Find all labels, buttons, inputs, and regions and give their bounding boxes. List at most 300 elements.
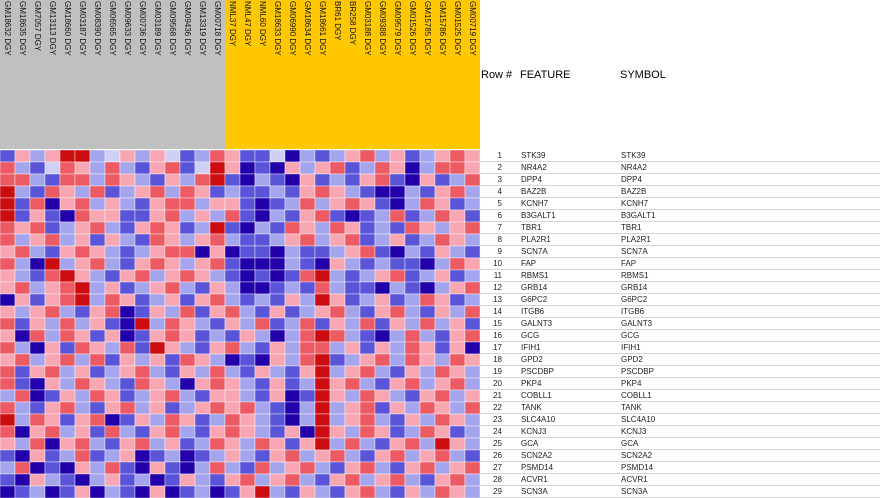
heatmap-cell[interactable]: [45, 318, 60, 330]
heatmap-cell[interactable]: [60, 186, 75, 198]
heatmap-cell[interactable]: [75, 486, 90, 498]
heatmap-cell[interactable]: [315, 174, 330, 186]
heatmap-cell[interactable]: [30, 402, 45, 414]
heatmap-cell[interactable]: [465, 234, 480, 246]
heatmap-cell[interactable]: [120, 354, 135, 366]
heatmap-cell[interactable]: [225, 330, 240, 342]
heatmap-cell[interactable]: [0, 162, 15, 174]
heatmap-cell[interactable]: [165, 402, 180, 414]
heatmap-cell[interactable]: [180, 438, 195, 450]
heatmap-cell[interactable]: [195, 366, 210, 378]
heatmap-cell[interactable]: [330, 162, 345, 174]
heatmap-cell[interactable]: [330, 450, 345, 462]
heatmap-cell[interactable]: [165, 414, 180, 426]
heatmap-cell[interactable]: [0, 282, 15, 294]
heatmap-cell[interactable]: [360, 486, 375, 498]
heatmap-cell[interactable]: [300, 258, 315, 270]
heatmap-cell[interactable]: [225, 342, 240, 354]
heatmap-cell[interactable]: [255, 414, 270, 426]
heatmap-cell[interactable]: [60, 450, 75, 462]
heatmap-cell[interactable]: [420, 474, 435, 486]
heatmap-cell[interactable]: [375, 198, 390, 210]
heatmap-cell[interactable]: [135, 462, 150, 474]
heatmap-cell[interactable]: [180, 306, 195, 318]
heatmap-cell[interactable]: [405, 462, 420, 474]
heatmap-cell[interactable]: [405, 366, 420, 378]
heatmap-cell[interactable]: [450, 294, 465, 306]
heatmap-cell[interactable]: [90, 186, 105, 198]
heatmap-cell[interactable]: [255, 150, 270, 162]
heatmap-cell[interactable]: [300, 234, 315, 246]
heatmap-cell[interactable]: [165, 198, 180, 210]
heatmap-cell[interactable]: [360, 438, 375, 450]
heatmap-cell[interactable]: [345, 474, 360, 486]
heatmap-cell[interactable]: [435, 234, 450, 246]
heatmap-cell[interactable]: [75, 162, 90, 174]
heatmap-cell[interactable]: [15, 294, 30, 306]
heatmap-cell[interactable]: [0, 222, 15, 234]
heatmap-cell[interactable]: [15, 186, 30, 198]
heatmap-cell[interactable]: [375, 450, 390, 462]
heatmap-cell[interactable]: [225, 426, 240, 438]
heatmap-cell[interactable]: [420, 342, 435, 354]
heatmap-cell[interactable]: [45, 342, 60, 354]
heatmap-cell[interactable]: [195, 354, 210, 366]
heatmap-cell[interactable]: [120, 474, 135, 486]
heatmap-cell[interactable]: [465, 318, 480, 330]
heatmap-cell[interactable]: [465, 414, 480, 426]
heatmap-cell[interactable]: [0, 246, 15, 258]
heatmap-cell[interactable]: [285, 282, 300, 294]
heatmap-cell[interactable]: [60, 318, 75, 330]
heatmap-cell[interactable]: [0, 402, 15, 414]
heatmap-cell[interactable]: [180, 474, 195, 486]
heatmap-cell[interactable]: [120, 186, 135, 198]
heatmap-cell[interactable]: [30, 390, 45, 402]
heatmap-cell[interactable]: [450, 198, 465, 210]
heatmap-cell[interactable]: [240, 462, 255, 474]
heatmap-cell[interactable]: [420, 438, 435, 450]
heatmap-cell[interactable]: [315, 222, 330, 234]
heatmap-cell[interactable]: [225, 150, 240, 162]
heatmap-cell[interactable]: [0, 366, 15, 378]
heatmap-cell[interactable]: [435, 330, 450, 342]
heatmap-cell[interactable]: [75, 354, 90, 366]
heatmap-cell[interactable]: [60, 222, 75, 234]
heatmap-cell[interactable]: [60, 474, 75, 486]
heatmap-cell[interactable]: [30, 426, 45, 438]
heatmap-cell[interactable]: [270, 450, 285, 462]
heatmap-cell[interactable]: [375, 282, 390, 294]
heatmap-cell[interactable]: [165, 306, 180, 318]
heatmap-cell[interactable]: [300, 294, 315, 306]
heatmap-cell[interactable]: [255, 474, 270, 486]
heatmap-cell[interactable]: [15, 150, 30, 162]
heatmap-cell[interactable]: [60, 462, 75, 474]
heatmap-cell[interactable]: [195, 402, 210, 414]
heatmap-cell[interactable]: [465, 150, 480, 162]
heatmap-cell[interactable]: [315, 354, 330, 366]
heatmap-cell[interactable]: [345, 426, 360, 438]
heatmap-cell[interactable]: [285, 234, 300, 246]
heatmap-cell[interactable]: [330, 210, 345, 222]
heatmap-cell[interactable]: [435, 402, 450, 414]
heatmap-cell[interactable]: [360, 354, 375, 366]
heatmap-cell[interactable]: [210, 234, 225, 246]
heatmap-cell[interactable]: [285, 246, 300, 258]
heatmap-cell[interactable]: [255, 294, 270, 306]
heatmap-cell[interactable]: [240, 246, 255, 258]
heatmap-cell[interactable]: [270, 150, 285, 162]
heatmap-cell[interactable]: [135, 450, 150, 462]
heatmap-cell[interactable]: [465, 474, 480, 486]
heatmap-cell[interactable]: [150, 378, 165, 390]
heatmap-cell[interactable]: [165, 222, 180, 234]
heatmap-cell[interactable]: [105, 282, 120, 294]
heatmap-cell[interactable]: [330, 150, 345, 162]
heatmap-cell[interactable]: [345, 294, 360, 306]
heatmap-cell[interactable]: [375, 306, 390, 318]
heatmap-cell[interactable]: [105, 462, 120, 474]
heatmap-cell[interactable]: [360, 342, 375, 354]
heatmap-cell[interactable]: [255, 378, 270, 390]
heatmap-cell[interactable]: [210, 162, 225, 174]
heatmap-cell[interactable]: [375, 402, 390, 414]
heatmap-cell[interactable]: [150, 330, 165, 342]
heatmap-cell[interactable]: [285, 186, 300, 198]
heatmap-cell[interactable]: [30, 150, 45, 162]
heatmap-cell[interactable]: [135, 330, 150, 342]
heatmap-cell[interactable]: [330, 402, 345, 414]
heatmap-cell[interactable]: [405, 174, 420, 186]
heatmap-cell[interactable]: [210, 318, 225, 330]
heatmap-cell[interactable]: [210, 354, 225, 366]
heatmap-cell[interactable]: [330, 342, 345, 354]
heatmap-cell[interactable]: [165, 234, 180, 246]
heatmap-cell[interactable]: [135, 306, 150, 318]
heatmap-cell[interactable]: [360, 282, 375, 294]
heatmap-cell[interactable]: [180, 486, 195, 498]
heatmap-cell[interactable]: [105, 186, 120, 198]
heatmap-cell[interactable]: [255, 354, 270, 366]
heatmap-cell[interactable]: [240, 438, 255, 450]
heatmap-cell[interactable]: [360, 462, 375, 474]
heatmap-cell[interactable]: [210, 378, 225, 390]
heatmap-cell[interactable]: [45, 438, 60, 450]
heatmap-cell[interactable]: [315, 234, 330, 246]
heatmap-cell[interactable]: [45, 186, 60, 198]
heatmap-cell[interactable]: [420, 198, 435, 210]
heatmap-cell[interactable]: [30, 282, 45, 294]
heatmap-cell[interactable]: [120, 234, 135, 246]
heatmap-cell[interactable]: [0, 462, 15, 474]
heatmap-cell[interactable]: [120, 150, 135, 162]
heatmap-cell[interactable]: [360, 474, 375, 486]
heatmap-cell[interactable]: [210, 186, 225, 198]
heatmap-cell[interactable]: [420, 234, 435, 246]
heatmap-cell[interactable]: [225, 282, 240, 294]
heatmap-cell[interactable]: [60, 486, 75, 498]
heatmap-cell[interactable]: [270, 486, 285, 498]
heatmap-cell[interactable]: [150, 162, 165, 174]
heatmap-cell[interactable]: [195, 378, 210, 390]
heatmap-cell[interactable]: [315, 306, 330, 318]
heatmap-cell[interactable]: [195, 234, 210, 246]
heatmap-cell[interactable]: [450, 342, 465, 354]
heatmap-cell[interactable]: [330, 222, 345, 234]
heatmap-cell[interactable]: [150, 462, 165, 474]
heatmap-cell[interactable]: [240, 402, 255, 414]
heatmap-cell[interactable]: [30, 318, 45, 330]
heatmap-cell[interactable]: [315, 282, 330, 294]
heatmap-cell[interactable]: [420, 486, 435, 498]
heatmap-cell[interactable]: [405, 258, 420, 270]
heatmap-cell[interactable]: [315, 378, 330, 390]
heatmap-cell[interactable]: [30, 198, 45, 210]
heatmap-cell[interactable]: [150, 210, 165, 222]
heatmap-cell[interactable]: [345, 282, 360, 294]
heatmap-cell[interactable]: [180, 342, 195, 354]
heatmap-cell[interactable]: [390, 450, 405, 462]
heatmap-cell[interactable]: [60, 294, 75, 306]
heatmap-cell[interactable]: [30, 246, 45, 258]
heatmap-cell[interactable]: [105, 330, 120, 342]
heatmap-cell[interactable]: [30, 366, 45, 378]
heatmap-cell[interactable]: [15, 354, 30, 366]
heatmap-cell[interactable]: [315, 186, 330, 198]
heatmap-cell[interactable]: [150, 150, 165, 162]
heatmap-cell[interactable]: [465, 426, 480, 438]
heatmap-cell[interactable]: [225, 234, 240, 246]
heatmap-cell[interactable]: [195, 438, 210, 450]
heatmap-cell[interactable]: [300, 486, 315, 498]
heatmap-cell[interactable]: [90, 426, 105, 438]
heatmap-cell[interactable]: [240, 330, 255, 342]
heatmap-cell[interactable]: [435, 174, 450, 186]
heatmap-cell[interactable]: [405, 402, 420, 414]
heatmap-cell[interactable]: [345, 186, 360, 198]
heatmap-cell[interactable]: [270, 306, 285, 318]
heatmap-cell[interactable]: [465, 330, 480, 342]
heatmap-cell[interactable]: [450, 450, 465, 462]
heatmap-cell[interactable]: [255, 234, 270, 246]
heatmap-cell[interactable]: [180, 294, 195, 306]
heatmap-cell[interactable]: [210, 474, 225, 486]
heatmap-cell[interactable]: [420, 306, 435, 318]
heatmap-cell[interactable]: [75, 390, 90, 402]
heatmap-cell[interactable]: [135, 174, 150, 186]
heatmap-cell[interactable]: [225, 354, 240, 366]
heatmap-cell[interactable]: [390, 414, 405, 426]
heatmap-cell[interactable]: [450, 402, 465, 414]
heatmap-cell[interactable]: [165, 258, 180, 270]
heatmap-cell[interactable]: [255, 330, 270, 342]
heatmap-cell[interactable]: [45, 174, 60, 186]
heatmap-cell[interactable]: [165, 246, 180, 258]
heatmap-cell[interactable]: [435, 462, 450, 474]
heatmap-cell[interactable]: [420, 150, 435, 162]
heatmap-cell[interactable]: [405, 438, 420, 450]
heatmap-cell[interactable]: [390, 174, 405, 186]
heatmap-cell[interactable]: [90, 462, 105, 474]
heatmap-cell[interactable]: [15, 438, 30, 450]
heatmap-cell[interactable]: [300, 450, 315, 462]
heatmap-cell[interactable]: [225, 378, 240, 390]
heatmap-cell[interactable]: [435, 366, 450, 378]
heatmap-cell[interactable]: [375, 174, 390, 186]
heatmap-cell[interactable]: [120, 402, 135, 414]
heatmap-cell[interactable]: [345, 222, 360, 234]
heatmap-cell[interactable]: [390, 282, 405, 294]
heatmap-cell[interactable]: [285, 342, 300, 354]
heatmap-cell[interactable]: [330, 414, 345, 426]
heatmap-cell[interactable]: [300, 366, 315, 378]
heatmap-cell[interactable]: [405, 162, 420, 174]
heatmap-cell[interactable]: [120, 426, 135, 438]
heatmap-cell[interactable]: [465, 210, 480, 222]
heatmap-cell[interactable]: [45, 366, 60, 378]
heatmap-cell[interactable]: [45, 246, 60, 258]
heatmap-cell[interactable]: [420, 270, 435, 282]
heatmap-cell[interactable]: [135, 354, 150, 366]
heatmap-cell[interactable]: [315, 198, 330, 210]
heatmap-cell[interactable]: [435, 222, 450, 234]
heatmap-cell[interactable]: [195, 390, 210, 402]
heatmap-cell[interactable]: [330, 282, 345, 294]
heatmap-cell[interactable]: [255, 402, 270, 414]
heatmap-cell[interactable]: [75, 222, 90, 234]
heatmap-cell[interactable]: [300, 390, 315, 402]
heatmap-cell[interactable]: [435, 438, 450, 450]
heatmap-cell[interactable]: [120, 366, 135, 378]
heatmap-cell[interactable]: [435, 258, 450, 270]
heatmap-cell[interactable]: [315, 414, 330, 426]
heatmap-cell[interactable]: [330, 306, 345, 318]
heatmap-cell[interactable]: [120, 198, 135, 210]
heatmap-cell[interactable]: [270, 414, 285, 426]
heatmap-cell[interactable]: [390, 474, 405, 486]
heatmap-cell[interactable]: [165, 438, 180, 450]
heatmap-cell[interactable]: [60, 414, 75, 426]
heatmap-cell[interactable]: [0, 210, 15, 222]
heatmap-cell[interactable]: [105, 342, 120, 354]
heatmap-cell[interactable]: [75, 318, 90, 330]
heatmap-cell[interactable]: [270, 366, 285, 378]
heatmap-cell[interactable]: [180, 426, 195, 438]
heatmap-cell[interactable]: [120, 246, 135, 258]
heatmap-cell[interactable]: [330, 366, 345, 378]
heatmap-cell[interactable]: [450, 150, 465, 162]
heatmap-cell[interactable]: [75, 306, 90, 318]
heatmap-cell[interactable]: [270, 318, 285, 330]
heatmap-cell[interactable]: [330, 294, 345, 306]
heatmap-cell[interactable]: [90, 174, 105, 186]
heatmap-cell[interactable]: [435, 390, 450, 402]
heatmap-cell[interactable]: [330, 378, 345, 390]
heatmap-cell[interactable]: [300, 270, 315, 282]
heatmap-cell[interactable]: [345, 378, 360, 390]
heatmap-cell[interactable]: [300, 474, 315, 486]
heatmap-cell[interactable]: [75, 366, 90, 378]
heatmap-cell[interactable]: [285, 210, 300, 222]
heatmap-cell[interactable]: [135, 282, 150, 294]
heatmap-cell[interactable]: [285, 474, 300, 486]
heatmap-cell[interactable]: [360, 306, 375, 318]
heatmap-cell[interactable]: [390, 162, 405, 174]
heatmap-cell[interactable]: [375, 414, 390, 426]
heatmap-cell[interactable]: [300, 402, 315, 414]
heatmap-cell[interactable]: [360, 234, 375, 246]
heatmap-cell[interactable]: [390, 294, 405, 306]
heatmap-cell[interactable]: [90, 150, 105, 162]
heatmap-cell[interactable]: [180, 390, 195, 402]
heatmap-cell[interactable]: [210, 462, 225, 474]
heatmap-cell[interactable]: [315, 270, 330, 282]
heatmap-cell[interactable]: [180, 270, 195, 282]
heatmap-cell[interactable]: [450, 366, 465, 378]
heatmap-cell[interactable]: [240, 282, 255, 294]
heatmap-cell[interactable]: [105, 414, 120, 426]
heatmap-cell[interactable]: [435, 354, 450, 366]
heatmap-cell[interactable]: [0, 270, 15, 282]
heatmap-cell[interactable]: [420, 282, 435, 294]
heatmap-cell[interactable]: [465, 342, 480, 354]
heatmap-cell[interactable]: [225, 294, 240, 306]
heatmap-cell[interactable]: [165, 474, 180, 486]
heatmap-cell[interactable]: [180, 282, 195, 294]
heatmap-cell[interactable]: [240, 174, 255, 186]
heatmap-cell[interactable]: [60, 270, 75, 282]
heatmap-cell[interactable]: [0, 486, 15, 498]
heatmap-cell[interactable]: [15, 174, 30, 186]
heatmap-cell[interactable]: [30, 474, 45, 486]
heatmap-cell[interactable]: [405, 390, 420, 402]
heatmap-cell[interactable]: [210, 426, 225, 438]
heatmap-cell[interactable]: [90, 234, 105, 246]
heatmap-cell[interactable]: [120, 318, 135, 330]
heatmap-cell[interactable]: [420, 330, 435, 342]
heatmap-cell[interactable]: [240, 162, 255, 174]
heatmap-cell[interactable]: [0, 294, 15, 306]
heatmap-cell[interactable]: [450, 474, 465, 486]
heatmap-cell[interactable]: [195, 330, 210, 342]
heatmap-cell[interactable]: [240, 378, 255, 390]
heatmap-cell[interactable]: [330, 426, 345, 438]
heatmap-cell[interactable]: [375, 150, 390, 162]
heatmap-cell[interactable]: [465, 282, 480, 294]
heatmap-cell[interactable]: [90, 198, 105, 210]
heatmap-cell[interactable]: [15, 306, 30, 318]
heatmap-cell[interactable]: [270, 438, 285, 450]
heatmap-cell[interactable]: [60, 258, 75, 270]
heatmap-cell[interactable]: [345, 462, 360, 474]
heatmap-cell[interactable]: [180, 150, 195, 162]
heatmap-cell[interactable]: [225, 450, 240, 462]
heatmap-cell[interactable]: [225, 462, 240, 474]
heatmap-cell[interactable]: [405, 426, 420, 438]
heatmap-cell[interactable]: [75, 174, 90, 186]
heatmap-cell[interactable]: [270, 282, 285, 294]
heatmap-cell[interactable]: [390, 390, 405, 402]
heatmap-cell[interactable]: [225, 306, 240, 318]
heatmap-cell[interactable]: [105, 390, 120, 402]
heatmap-cell[interactable]: [120, 462, 135, 474]
heatmap-cell[interactable]: [225, 390, 240, 402]
heatmap-cell[interactable]: [0, 174, 15, 186]
heatmap-cell[interactable]: [15, 246, 30, 258]
heatmap-cell[interactable]: [255, 438, 270, 450]
heatmap-cell[interactable]: [345, 210, 360, 222]
